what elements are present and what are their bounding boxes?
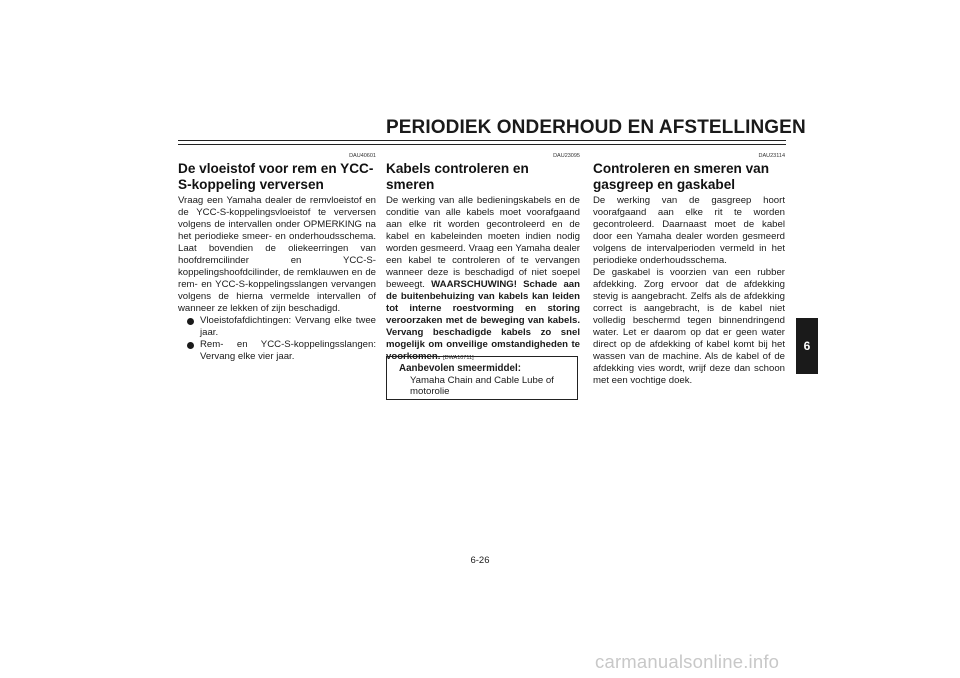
recommended-title: Aanbevolen smeermiddel:: [399, 363, 521, 374]
list-item-text: Rem- en YCC-S-koppelingsslangen: Vervang elke vier jaar.: [200, 339, 376, 362]
recommended-lubricant-box: [386, 356, 578, 400]
warning-text: WAARSCHUWING! Schade aan de buitenbehuizing van kabels kan leiden tot interne roestvorming en storing veroorzaken met de beweging van kabels. Vervang beschadigde kabels zo snel mogelijk om onveilige omstandigheden te voorkomen.: [386, 279, 580, 362]
column-brake-clutch-fluid: [178, 153, 376, 363]
section-code: DAU23114: [758, 153, 785, 159]
section-code: DAU23095: [553, 153, 580, 159]
section-paragraph: [386, 195, 580, 364]
list-item-text: Vloeistofafdichtingen: Vervang elke twee jaar.: [200, 315, 376, 338]
section-paragraph: Vraag een Yamaha dealer de remvloeistof en de YCC-S-koppelingsvloeistof te verversen volgens de intervallen onder OPMERKING na het periodieke smeer- en onderhoudsschema. Laat bovendien de oliekeerringen van hoofdremcilinder en YCC-S-koppelingshoofdcilinder, de remklauwen en de rem- en YCC-S-koppelingsslangen vervangen volgens de hierna vermelde intervallen of wanneer ze lekken of zijn beschadigd.: [178, 195, 376, 314]
page-header-title: PERIODIEK ONDERHOUD EN AFSTELLINGEN: [386, 117, 806, 138]
page-number: 6-26: [470, 555, 490, 566]
bullet-list: [178, 315, 376, 363]
warning-code: [DWA10711]: [443, 355, 474, 361]
section-heading: Kabels controleren en smeren: [386, 161, 529, 192]
section-heading: De vloeistof voor rem en YCC-S-koppeling verversen: [178, 161, 374, 192]
section-heading: Controleren en smeren van gasgreep en gaskabel: [593, 161, 770, 192]
column-throttle: [593, 153, 785, 387]
recommended-text: Yamaha Chain and Cable Lube of motorolie: [410, 375, 554, 397]
bullet-icon: [187, 318, 194, 325]
header-divider: [178, 140, 786, 145]
column-cables: [386, 153, 580, 364]
section-code: DAU40601: [349, 153, 376, 159]
section-paragraph: De werking van de gasgreep hoort voorafgaand aan elke rit te worden gecontroleerd. Daarnaast moet de kabel door een Yamaha dealer worden gesmeerd volgens de intervalperioden vermeld in het periodieke onderhoudsschema.: [593, 195, 785, 266]
section-paragraph: De gaskabel is voorzien van een rubber afdekking. Zorg ervoor dat de afdekking stevig is aangebracht. Zelfs als de afdekking correct is aangebracht, is de kabel niet volledig beschermd tegen binnendringend water. Let er daarom op dat er geen water direct op de afdekking of kabel komt bij het wassen van de machine. Als de kabel of de afdekking vies wordt, wrijf deze dan schoon met een vochtige doek.: [593, 267, 785, 386]
chapter-tab: 6: [796, 318, 818, 374]
paragraph-text: De werking van alle bedieningskabels en de conditie van alle kabels moet voorafgaand aan elke rit worden gecontroleerd en de kabel en kabeleinden moeten indien nodig worden gesmeerd. Vraag een Yamaha dealer een kabel te controleren of te vervangen wanneer deze is beschadigd of niet soepel beweegt.: [386, 195, 580, 290]
bullet-icon: [187, 342, 194, 349]
list-item: [178, 339, 376, 363]
watermark: carmanualsonline.info: [595, 651, 780, 672]
list-item: [178, 315, 376, 339]
